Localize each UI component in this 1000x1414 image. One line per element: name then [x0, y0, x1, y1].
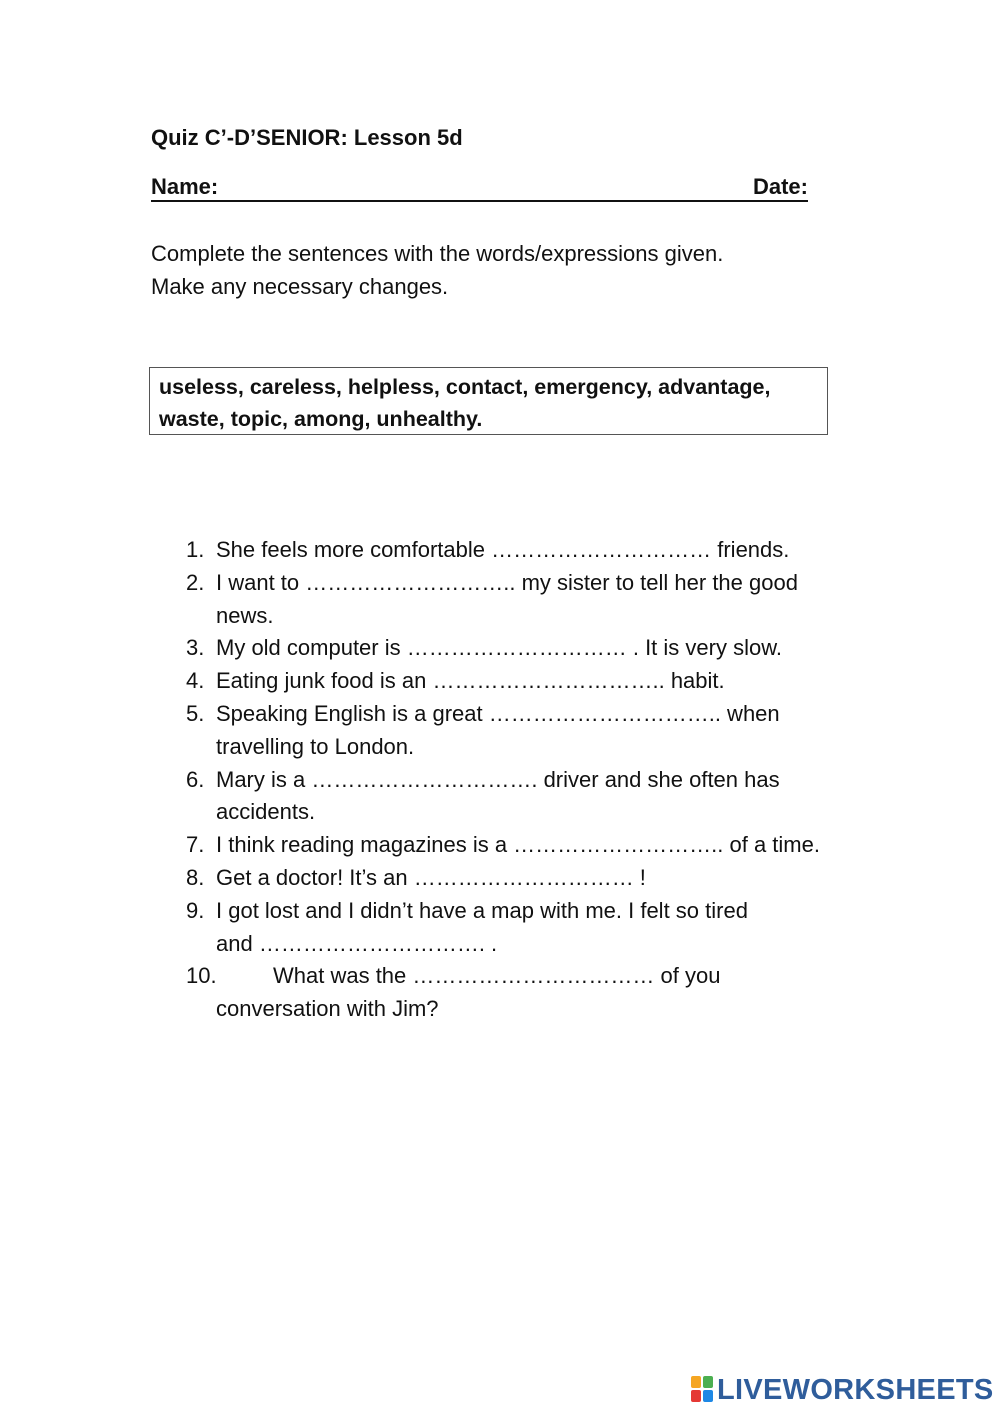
question-text-continued: travelling to London.: [216, 733, 415, 759]
logo-squares-icon: [691, 1376, 713, 1404]
question-item: [186, 632, 886, 665]
question-number: 8.: [186, 864, 205, 890]
question-item: [186, 764, 886, 830]
question-text-continued: conversation with Jim?: [216, 996, 439, 1022]
question-text: Mary is a …………………………. driver and she often has: [216, 766, 780, 792]
question-number: 9.: [186, 897, 205, 923]
name-label: Name:: [151, 174, 219, 199]
word-bank-line: useless, careless, helpless, contact, emergency, advantage,: [159, 375, 771, 399]
question-number: 6.: [186, 766, 205, 792]
question-item: [186, 665, 886, 698]
question-text: Eating junk food is an ………………………….. habit.: [216, 668, 725, 694]
question-item: [186, 895, 886, 961]
question-text: Get a doctor! It’s an ………………………… !: [216, 864, 646, 890]
question-text: My old computer is ………………………… . It is very slow.: [216, 635, 782, 661]
instruction-line: Complete the sentences with the words/expressions given.: [151, 241, 724, 266]
question-text: What was the …………………………… of you: [273, 963, 721, 989]
question-text: I think reading magazines is a ……………………….. of a time.: [216, 832, 820, 858]
question-text-continued: and …………………………. .: [216, 930, 498, 956]
name-date-row: [151, 172, 808, 202]
date-label: Date:: [752, 174, 808, 199]
question-number: 3.: [186, 635, 205, 661]
question-item: [186, 829, 886, 862]
question-text: Speaking English is a great ………………………….. when: [216, 700, 780, 726]
question-item: [186, 960, 886, 1026]
logo-text: LIVEWORKSHEETS: [717, 1373, 994, 1406]
question-item: [186, 534, 886, 567]
question-text: She feels more comfortable ………………………… friends.: [216, 537, 790, 562]
word-bank-box: [149, 367, 828, 435]
liveworksheets-logo: [691, 1372, 994, 1408]
question-number: 1.: [186, 537, 205, 562]
question-text-continued: accidents.: [216, 799, 316, 825]
question-item: [186, 698, 886, 764]
question-text: I got lost and I didn’t have a map with me. I felt so tired: [216, 897, 748, 923]
question-number: 4.: [186, 668, 205, 694]
question-number: 5.: [186, 700, 205, 726]
question-number: 2.: [186, 569, 205, 595]
question-number: 10.: [186, 963, 217, 989]
word-bank-line: waste, topic, among, unhealthy.: [159, 407, 483, 431]
question-text-continued: news.: [216, 602, 274, 628]
question-item: [186, 567, 886, 633]
worksheet-title: Quiz C’-D’SENIOR: Lesson 5d: [151, 125, 463, 150]
question-number: 7.: [186, 832, 205, 858]
question-text: I want to ……………………….. my sister to tell her the good: [216, 569, 798, 595]
questions-list: [186, 534, 886, 1026]
instructions: [151, 237, 851, 303]
instruction-line: Make any necessary changes.: [151, 274, 449, 299]
question-item: [186, 862, 886, 895]
